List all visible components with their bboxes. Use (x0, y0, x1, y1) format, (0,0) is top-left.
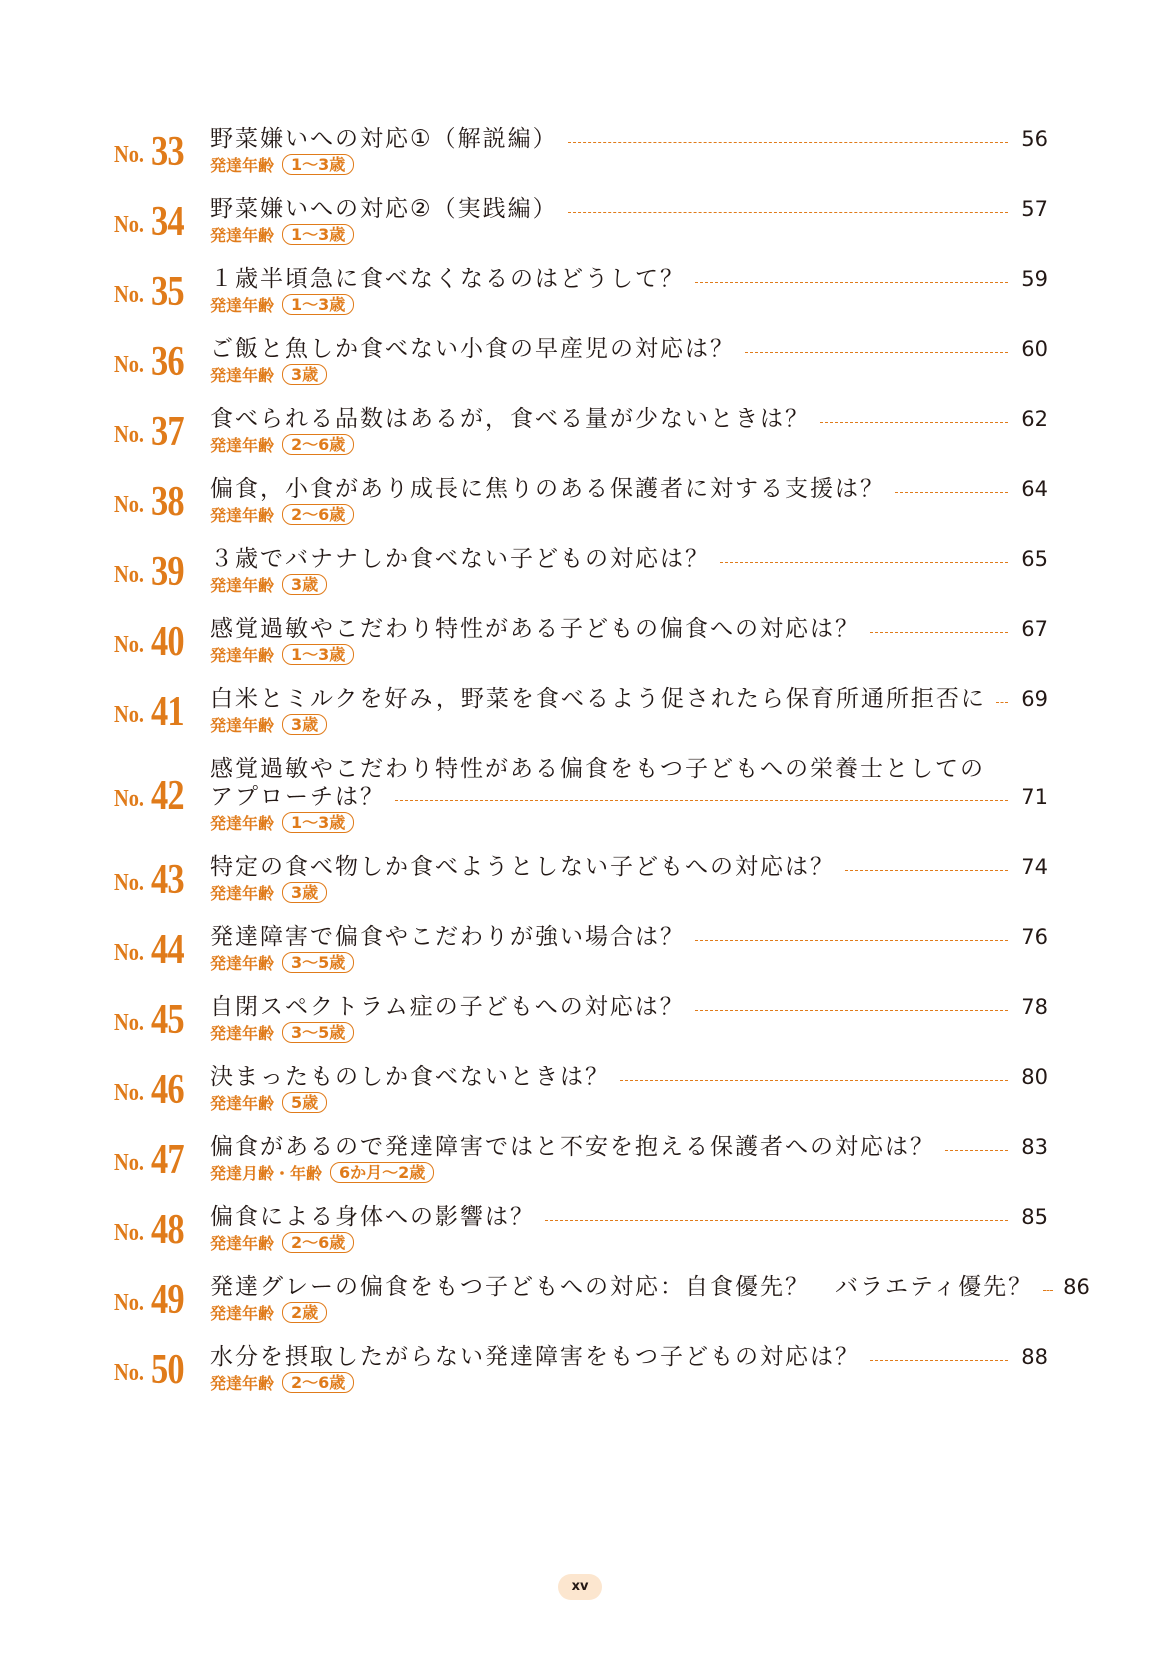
dotted-leader (845, 870, 1008, 871)
age-label: 発達年齢 (210, 225, 275, 245)
age-row (210, 362, 327, 386)
entry-title: 野菜嫌いへの対応①（解説編） (210, 126, 558, 152)
entry-number-value: 44 (151, 927, 184, 973)
age-label: 発達年齢 (210, 295, 275, 315)
entry-title-line (210, 124, 1048, 154)
entry-number-value: 42 (151, 773, 184, 819)
entry-page: 60 (1021, 337, 1048, 361)
entry-page: 80 (1021, 1065, 1048, 1089)
entry-title-line (210, 684, 1048, 714)
entry-number-value: 48 (151, 1207, 184, 1253)
entry-number-prefix: No. (114, 870, 145, 896)
entry-page: 64 (1021, 477, 1048, 501)
age-badge: 3～5歳 (282, 952, 354, 973)
entry-title-line (210, 852, 1048, 882)
age-badge: 2歳 (282, 1302, 327, 1323)
age-badge: 3～5歳 (282, 1022, 354, 1043)
entry-page: 67 (1021, 617, 1048, 641)
age-badge: 2～6歳 (282, 1372, 354, 1393)
entry-title: 発達グレーの偏食をもつ子どもへの対応：自食優先？ バラエティ優先？ (210, 1274, 1034, 1300)
age-label: 発達月齢・年齢 (210, 1163, 323, 1183)
entry-title-line (210, 614, 1048, 644)
dotted-leader (695, 1010, 1008, 1011)
age-badge: 5歳 (282, 1092, 327, 1113)
entry-number-value: 36 (151, 339, 184, 385)
entry-title-line (210, 922, 1048, 952)
entry-number-prefix: No. (114, 562, 145, 588)
dotted-leader (870, 1360, 1008, 1361)
entry-number (114, 922, 194, 972)
age-label: 発達年齢 (210, 1093, 275, 1113)
entry-number (114, 768, 194, 818)
entry-title-line (210, 404, 1048, 434)
age-row (210, 152, 354, 176)
entry-number-prefix: No. (114, 1150, 145, 1176)
entry-title: 食べられる品数はあるが，食べる量が少ないときは？ (210, 406, 810, 432)
entry-page: 76 (1021, 925, 1048, 949)
entry-number-value: 41 (151, 689, 184, 735)
age-badge: 1～3歳 (282, 154, 354, 175)
entry-title: 決まったものしか食べないときは？ (210, 1064, 610, 1090)
entry-title: ご飯と魚しか食べない小食の早産児の対応は？ (210, 336, 735, 362)
dotted-leader (945, 1150, 1008, 1151)
entry-number-prefix: No. (114, 702, 145, 728)
age-row (210, 1230, 354, 1254)
age-badge: 2～6歳 (282, 504, 354, 525)
entry-title-line (210, 194, 1048, 224)
entry-number-value: 43 (151, 857, 184, 903)
entry-title: 自閉スペクトラム症の子どもへの対応は？ (210, 994, 685, 1020)
entry-number (114, 1202, 194, 1252)
age-row (210, 292, 354, 316)
entry-title: 偏食があるので発達障害ではと不安を抱える保護者への対応は？ (210, 1134, 935, 1160)
age-label: 発達年齢 (210, 365, 275, 385)
entry-number-value: 49 (151, 1277, 184, 1323)
dotted-leader (568, 212, 1008, 213)
dotted-leader (1043, 1290, 1053, 1291)
entry-number-prefix: No. (114, 1080, 145, 1106)
entry-number-prefix: No. (114, 1360, 145, 1386)
age-label: 発達年齢 (210, 813, 275, 833)
age-badge: 2～6歳 (282, 434, 354, 455)
entry-title: アプローチは？ (210, 784, 385, 810)
entry-title-line (210, 1132, 1048, 1162)
entry-title-line-1: 感覚過敏やこだわり特性がある偏食をもつ子どもへの栄養士としての (210, 756, 985, 782)
dotted-leader (745, 352, 1008, 353)
entry-page: 71 (1021, 785, 1048, 809)
age-row (210, 642, 354, 666)
entry-page: 78 (1021, 995, 1048, 1019)
entry-number-prefix: No. (114, 1220, 145, 1246)
age-row (210, 502, 354, 526)
entry-title-line (210, 544, 1048, 574)
entry-title: 偏食による身体への影響は？ (210, 1204, 535, 1230)
entry-number-prefix: No. (114, 1290, 145, 1316)
entry-number (114, 684, 194, 734)
entry-title: 水分を摂取したがらない発達障害をもつ子どもの対応は？ (210, 1344, 860, 1370)
entry-number-prefix: No. (114, 282, 145, 308)
dotted-leader (568, 142, 1008, 143)
entry-title-line (210, 1202, 1048, 1232)
entry-title-line (210, 1272, 1090, 1302)
dotted-leader (395, 800, 1008, 801)
entry-title-line (210, 334, 1048, 364)
entry-number-value: 46 (151, 1067, 184, 1113)
entry-title: 発達障害で偏食やこだわりが強い場合は？ (210, 924, 685, 950)
entry-number (114, 404, 194, 454)
dotted-leader (545, 1220, 1008, 1221)
entry-number (114, 992, 194, 1042)
age-label: 発達年齢 (210, 645, 275, 665)
entry-title-line (210, 1342, 1048, 1372)
age-label: 発達年齢 (210, 715, 275, 735)
dotted-leader (620, 1080, 1008, 1081)
dotted-leader (820, 422, 1008, 423)
entry-title: 特定の食べ物しか食べようとしない子どもへの対応は？ (210, 854, 835, 880)
age-label: 発達年齢 (210, 1303, 275, 1323)
entry-number (114, 194, 194, 244)
entry-number-prefix: No. (114, 492, 145, 518)
age-row (210, 950, 354, 974)
entry-title: 感覚過敏やこだわり特性がある子どもの偏食への対応は？ (210, 616, 860, 642)
age-label: 発達年齢 (210, 1023, 275, 1043)
age-badge: 1～3歳 (282, 224, 354, 245)
age-row (210, 1090, 327, 1114)
entry-number (114, 264, 194, 314)
entry-number-value: 34 (151, 199, 184, 245)
entry-title-line (210, 474, 1048, 504)
page-folio: xv (558, 1574, 602, 1600)
entry-number-value: 45 (151, 997, 184, 1043)
age-label: 発達年齢 (210, 953, 275, 973)
entry-number (114, 334, 194, 384)
dotted-leader (695, 940, 1008, 941)
entry-number (114, 614, 194, 664)
age-badge: 6か月～2歳 (330, 1162, 434, 1183)
entry-number-value: 50 (151, 1347, 184, 1393)
entry-number-prefix: No. (114, 422, 145, 448)
age-row (210, 810, 354, 834)
age-row (210, 432, 354, 456)
dotted-leader (870, 632, 1008, 633)
entry-page: 83 (1021, 1135, 1048, 1159)
entry-number (114, 474, 194, 524)
entry-number-prefix: No. (114, 632, 145, 658)
entry-page: 74 (1021, 855, 1048, 879)
entry-number-value: 35 (151, 269, 184, 315)
age-label: 発達年齢 (210, 883, 275, 903)
entry-page: 56 (1021, 127, 1048, 151)
age-badge: 3歳 (282, 574, 327, 595)
dotted-leader (695, 282, 1008, 283)
entry-number-prefix: No. (114, 940, 145, 966)
age-badge: 1～3歳 (282, 294, 354, 315)
entry-number (114, 1342, 194, 1392)
age-label: 発達年齢 (210, 155, 275, 175)
age-label: 発達年齢 (210, 575, 275, 595)
entry-number-value: 38 (151, 479, 184, 525)
entry-page: 62 (1021, 407, 1048, 431)
age-row (210, 1300, 327, 1324)
entry-title-line (210, 264, 1048, 294)
entry-page: 85 (1021, 1205, 1048, 1229)
entry-number-value: 37 (151, 409, 184, 455)
age-row (210, 880, 327, 904)
entry-number (114, 1062, 194, 1112)
entry-title: 偏食，小食があり成長に焦りのある保護者に対する支援は？ (210, 476, 885, 502)
entry-page: 88 (1021, 1345, 1048, 1369)
dotted-leader (996, 702, 1008, 703)
age-row (210, 712, 327, 736)
dotted-leader (895, 492, 1008, 493)
entry-number-value: 47 (151, 1137, 184, 1183)
entry-number (114, 1132, 194, 1182)
age-label: 発達年齢 (210, 1373, 275, 1393)
entry-title: １歳半頃急に食べなくなるのはどうして？ (210, 266, 685, 292)
entry-number-prefix: No. (114, 142, 145, 168)
age-label: 発達年齢 (210, 435, 275, 455)
dotted-leader (720, 562, 1008, 563)
age-badge: 3歳 (282, 882, 327, 903)
entry-title: 野菜嫌いへの対応②（実践編） (210, 196, 558, 222)
entry-title-line (210, 992, 1048, 1022)
age-badge: 3歳 (282, 714, 327, 735)
entry-page: 59 (1021, 267, 1048, 291)
entry-title-line (210, 1062, 1048, 1092)
entry-number-prefix: No. (114, 786, 145, 812)
entry-number (114, 124, 194, 174)
entry-number-value: 39 (151, 549, 184, 595)
entry-number (114, 544, 194, 594)
entry-page: 86 (1063, 1275, 1090, 1299)
entry-number-prefix: No. (114, 1010, 145, 1036)
age-badge: 1～3歳 (282, 644, 354, 665)
entry-title: 白米とミルクを好み，野菜を食べるよう促されたら保育所通所拒否に (210, 686, 986, 712)
age-badge: 3歳 (282, 364, 327, 385)
age-label: 発達年齢 (210, 505, 275, 525)
age-label: 発達年齢 (210, 1233, 275, 1253)
entry-page: 57 (1021, 197, 1048, 221)
entry-number-value: 40 (151, 619, 184, 665)
entry-number-value: 33 (151, 129, 184, 175)
entry-number (114, 852, 194, 902)
age-badge: 2～6歳 (282, 1232, 354, 1253)
entry-page: 69 (1021, 687, 1048, 711)
age-row (210, 222, 354, 246)
age-row (210, 572, 327, 596)
entry-title-line (210, 782, 1048, 812)
entry-page: 65 (1021, 547, 1048, 571)
entry-title: ３歳でバナナしか食べない子どもの対応は？ (210, 546, 710, 572)
entry-number (114, 1272, 194, 1322)
age-row (210, 1160, 434, 1184)
entry-number-prefix: No. (114, 352, 145, 378)
age-badge: 1～3歳 (282, 812, 354, 833)
entry-number-prefix: No. (114, 212, 145, 238)
age-row (210, 1020, 354, 1044)
age-row (210, 1370, 354, 1394)
